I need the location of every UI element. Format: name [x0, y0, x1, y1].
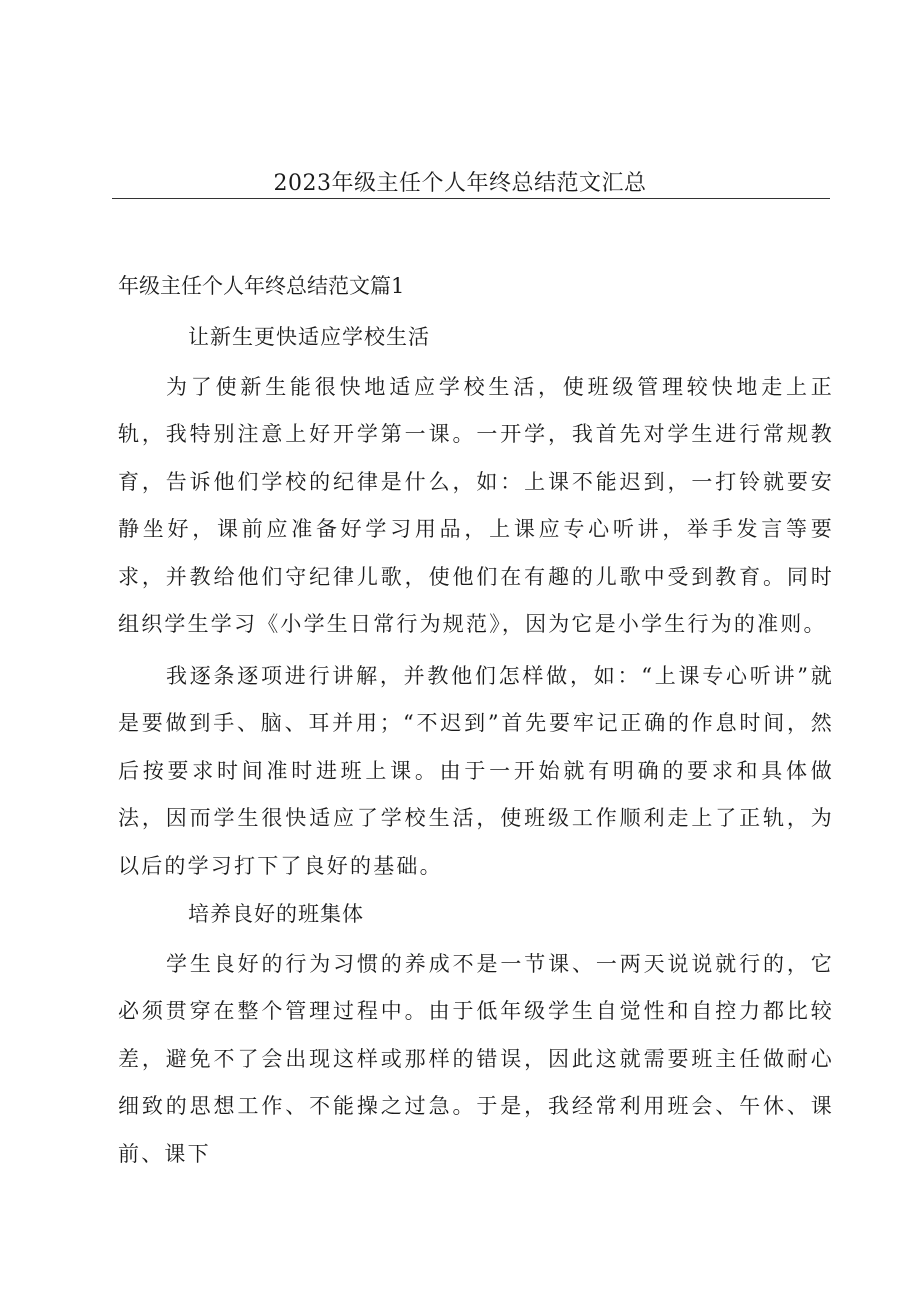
paragraph-2: 我逐条逐项进行讲解，并教他们怎样做，如：“上课专心听讲”就是要做到手、脑、耳并用；“不迟到”首先要牢记正确的作息时间，然后按要求时间准时进班上课。由于一开始就有明确的要求和具体做法，因而学生很快适应了学校生活，使班级工作顺利走上了正轨，为以后的学习打下了良好的基础。	[118, 664, 834, 878]
subheading-good-class-collective: 培养良好的班集体	[188, 902, 364, 926]
subheading-adapt-school-life: 让新生更快适应学校生活	[188, 325, 430, 349]
document-title: 2023年级主任个人年终总结范文汇总	[273, 171, 647, 196]
paragraph-3: 学生良好的行为习惯的养成不是一节课、一两天说说就行的，它必须贯穿在整个管理过程中。由于低年级学生自觉性和自控力都比较差，避免不了会出现这样或那样的错误，因此这就需要班主任做耐心细致的思想工作、不能操之过急。于是，我经常利用班会、午休、课前、课下	[118, 952, 834, 1166]
title-underline	[112, 198, 830, 199]
paragraph-1: 为了使新生能很快地适应学校生活，使班级管理较快地走上正轨，我特别注意上好开学第一课。一开学，我首先对学生进行常规教育，告诉他们学校的纪律是什么，如：上课不能迟到，一打铃就要安静坐好，课前应准备好学习用品，上课应专心听讲，举手发言等要求，并教给他们守纪律儿歌，使他们在有趣的儿歌中受到教育。同时组织学生学习《小学生日常行为规范》，因为它是小学生行为的准则。	[118, 375, 834, 637]
section-heading: 年级主任个人年终总结范文篇1	[118, 274, 405, 298]
